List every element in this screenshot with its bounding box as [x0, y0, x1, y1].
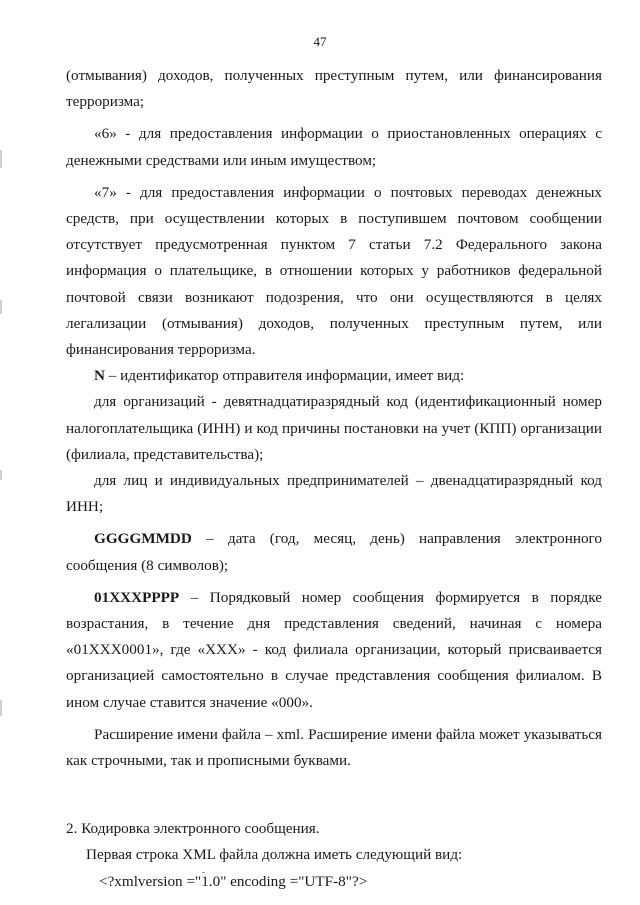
- paragraph-date: [66, 526, 602, 578]
- paragraph-individuals: для лиц и индивидуальных предпринимателей – двенадцатиразрядный код ИНН;: [66, 472, 602, 516]
- scan-edge-mark: [0, 470, 2, 480]
- paragraph-sequence-number: [66, 585, 602, 716]
- paragraph-file-extension: Расширение имени файла – xml. Расширение имени файла может указываться как строчными, так и прописными буквами.: [66, 725, 602, 770]
- paragraph-code-6: «6» - для предоставления информации о приостановленных операциях с денежными средствами или иным имуществом;: [66, 125, 602, 169]
- section-heading: 2. Кодировка электронного сообщения.: [66, 820, 320, 838]
- section-line: Первая строка XML файла должна иметь следующий вид:: [86, 846, 463, 864]
- scan-edge-mark: [0, 150, 2, 168]
- scan-edge-mark: [0, 700, 2, 716]
- paragraph-organizations: для организаций - девятнадцатиразрядный код (идентификационный номер налогоплательщика (ИНН) и код причины постановки на учет (КПП) организации (филиала, представительства);: [66, 393, 602, 463]
- term-n-description: – идентификатор отправителя информации, имеет вид:: [104, 367, 465, 385]
- scan-dot: [202, 872, 205, 873]
- paragraph-sender-id: [66, 363, 602, 389]
- scan-edge-mark: [0, 300, 2, 314]
- term-date-description: – дата (год, месяц, день) направления электронного сообщения (8 символов);: [66, 530, 602, 574]
- term-n: N: [94, 367, 105, 385]
- paragraph-code-7: «7» - для предоставления информации о почтовых переводах денежных средств, при осуществлении которых в поступившем почтовом сообщении отсутствует предусмотренная пунктом 7 статьи 7.2 Федерального закона информация о плательщике, в отношении которых у работников федеральной почтовой связи возникают подозрения, что они осуществляются в целях легализации (отмывания) доходов, полученных преступным путем, или финансирования терроризма.: [66, 183, 602, 359]
- document-body: [66, 63, 602, 895]
- paragraph-continuation: (отмывания) доходов, полученных преступным путем, или финансирования терроризма;: [66, 67, 602, 111]
- term-sequence: 01XXXPPPP: [94, 588, 180, 606]
- term-sequence-description: – Порядковый номер сообщения формируется в порядке возрастания, в течение дня представления сведений, начиная с номера «01XXX0001», где «XXX» - код филиала организации, который присваивается организацией самостоятельно в случае представления сообщения филиалом. В ином случае ставится значение «000».: [66, 588, 602, 711]
- term-date: GGGGMMDD: [94, 530, 192, 548]
- page-number: 47: [313, 34, 327, 49]
- xml-declaration: <?xmlversion ="1.0" encoding ="UTF-8"?>: [99, 872, 368, 890]
